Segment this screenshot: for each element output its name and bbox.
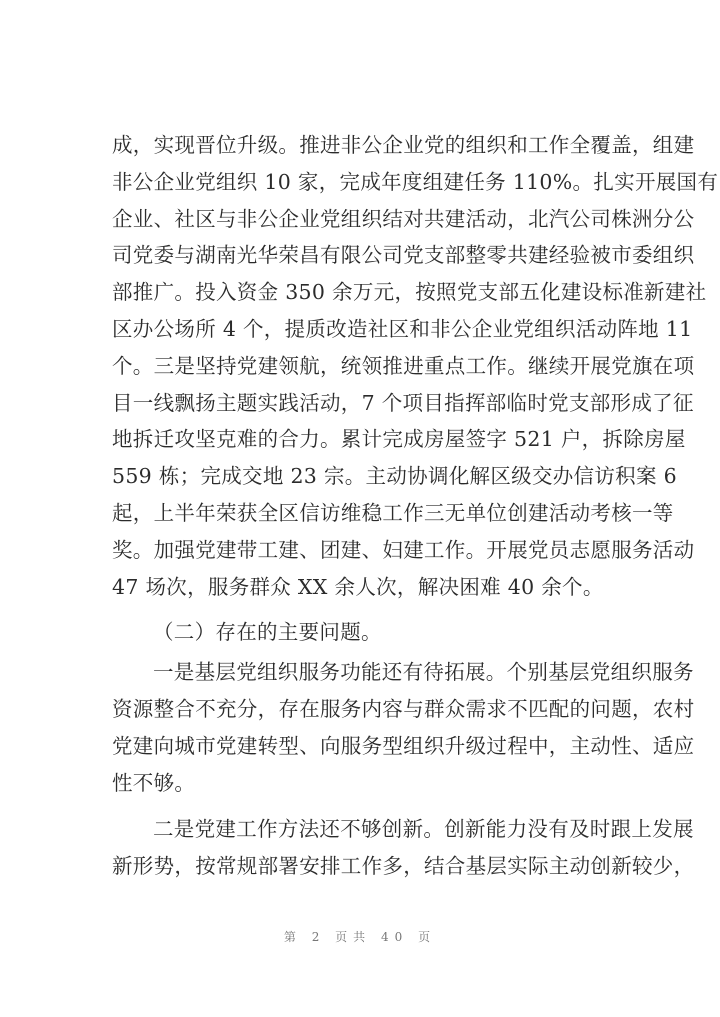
text-line: 区办公场所 4 个，提质改造社区和非公企业党组织活动阵地 11 — [112, 317, 693, 341]
text-line: 个。三是坚持党建领航，统领推进重点工作。继续开展党旗在项 — [112, 354, 695, 378]
text-line: 非公企业党组织 10 家，完成年度组建任务 110%。扎实开展国有 — [112, 170, 719, 194]
text-line: 资源整合不充分，存在服务内容与群众需求不匹配的问题，农村 — [112, 697, 695, 721]
text-line: 一是基层党组织服务功能还有待拓展。个别基层党组织服务 — [153, 660, 694, 684]
text-line: 司党委与湖南光华荣昌有限公司党支部整零共建经验被市委组织 — [112, 243, 695, 267]
text-line: 地拆迁攻坚克难的合力。累计完成房屋签字 521 户，拆除房屋 — [112, 427, 686, 451]
page-footer: 第 2 页共 40 页 — [283, 930, 437, 944]
text-line: 559 栋；完成交地 23 宗。主动协调化解区级交办信访积案 6 — [112, 464, 677, 488]
text-line: 47 场次，服务群众 XX 余人次，解决困难 40 余个。 — [112, 575, 604, 599]
section-heading: （二）存在的主要问题。 — [153, 620, 382, 644]
text-line: 起，上半年荣获全区信访维稳工作三无单位创建活动考核一等 — [112, 501, 674, 525]
text-line: 奖。加强党建带工建、团建、妇建工作。开展党员志愿服务活动 — [112, 538, 695, 562]
text-line: 党建向城市党建转型、向服务型组织升级过程中，主动性、适应 — [112, 734, 695, 758]
text-line: 企业、社区与非公企业党组织结对共建活动，北汽公司株洲分公 — [112, 207, 695, 231]
text-line: 新形势，按常规部署安排工作多，结合基层实际主动创新较少， — [112, 854, 695, 878]
text-line: 性不够。 — [112, 771, 196, 795]
text-line: 目一线飘扬主题实践活动，7 个项目指挥部临时党支部形成了征 — [112, 391, 694, 415]
text-line: 二是党建工作方法还不够创新。创新能力没有及时跟上发展 — [153, 817, 694, 841]
text-line: 部推广。投入资金 350 余万元，按照党支部五化建设标准新建社 — [112, 280, 707, 304]
text-line: 成，实现晋位升级。推进非公企业党的组织和工作全覆盖，组建 — [112, 133, 695, 157]
